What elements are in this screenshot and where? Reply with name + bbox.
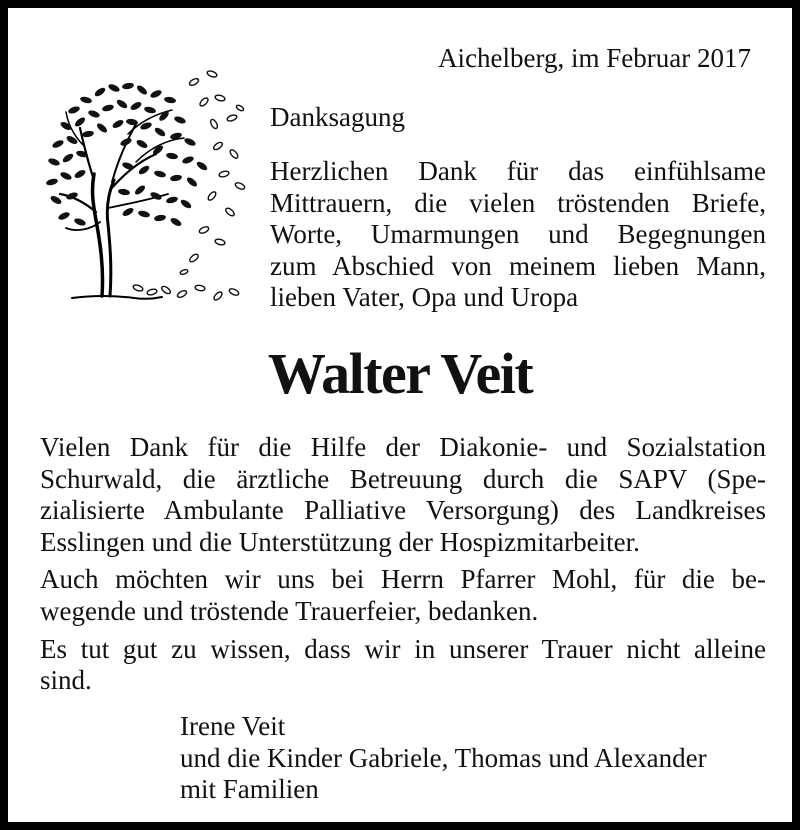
dateline: Aichelberg, im Februar 2017: [438, 43, 751, 73]
thanks-body: [40, 432, 766, 703]
thanks-paragraph: [40, 564, 766, 627]
body-line: Es tut gut zu wissen, dass wir in unserer Trauer nicht alleine: [40, 633, 766, 664]
thanks-paragraph: [40, 432, 766, 558]
signature-block: [180, 711, 707, 806]
body-line: zialisierte Ambulante Palliative Versorgung) des Landkreises: [40, 495, 766, 526]
intro-line: lieben Vater, Opa und Uropa: [270, 282, 579, 313]
body-line: wegende und tröstende Trauerfeier, bedanken.: [40, 595, 539, 626]
body-line: Schurwald, die ärztliche Betreuung durch die SAPV (Spe-: [40, 463, 766, 494]
body-line: Esslingen und die Unterstützung der Hospizmitarbeiter.: [40, 526, 640, 557]
body-line: sind.: [40, 665, 92, 696]
signature-line: Irene Veit: [180, 711, 286, 741]
tree-with-falling-leaves-icon: [44, 62, 254, 312]
thanks-paragraph: [40, 634, 766, 697]
intro-line: Worte, Umarmungen und Begegnungen: [270, 219, 766, 250]
danksagung-heading: Danksagung: [270, 102, 405, 132]
intro-line: Herzlichen Dank für das einfühlsame: [270, 156, 766, 186]
deceased-name: Walter Veit: [267, 341, 533, 406]
signature-line: mit Familien: [180, 774, 319, 805]
intro-line: zum Abschied von meinem lieben Mann,: [270, 250, 766, 281]
body-line: Auch möchten wir uns bei Herrn Pfarrer Mohl, für die be-: [40, 564, 766, 595]
signature-line: und die Kinder Gabriele, Thomas und Alexander: [180, 742, 707, 773]
intro-line: Mittrauern, die vielen tröstenden Briefe,: [270, 187, 766, 218]
body-line: Vielen Dank für die Hilfe der Diakonie- und Sozialstation: [40, 432, 766, 462]
intro-text: [270, 156, 766, 314]
